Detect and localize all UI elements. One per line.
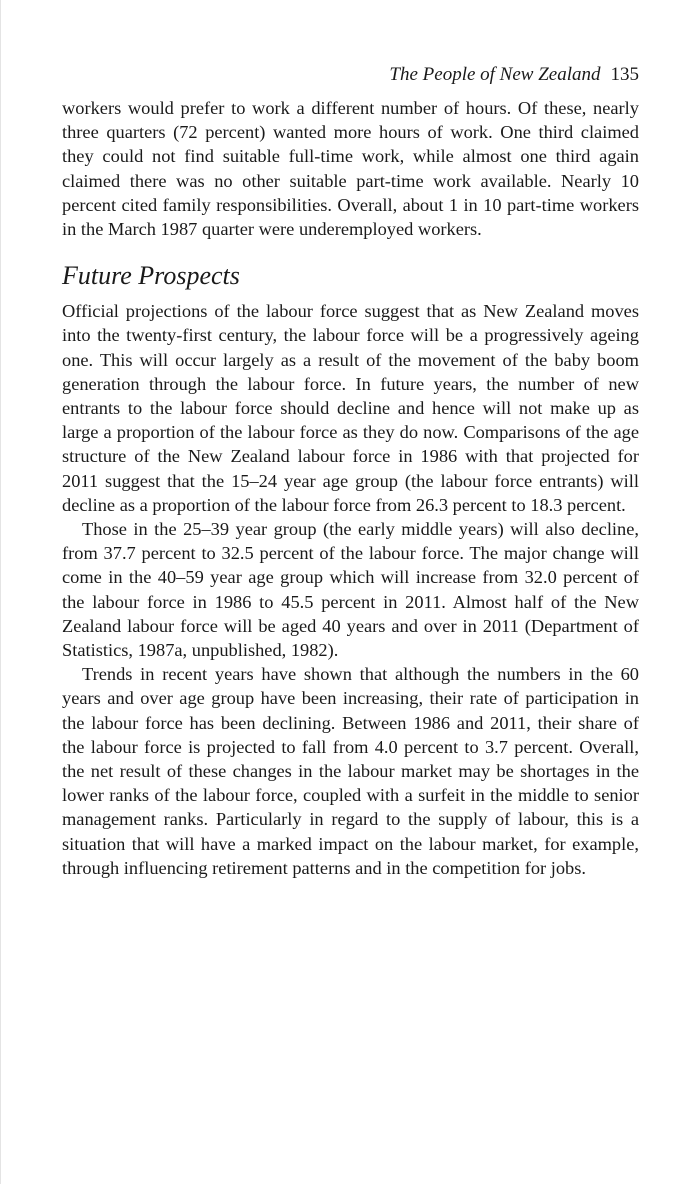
running-title: The People of New Zealand bbox=[389, 64, 601, 85]
paragraph-middle-years: Those in the 25–39 year group (the early middle years) will also decline, from 37.7 percent to 32.5 percent of the labour force. The major change will come in the 40–59 year age group which will increase from 32.0 percent of the labour force in 1986 to 45.5 percent in 2011. Almost half of the New Zealand labour force will be aged 40 years and over in 2011 (Department of Statistics, 1987a, unpublished, 1982). bbox=[62, 519, 639, 661]
paragraph-projections: Official projections of the labour force suggest that as New Zealand moves into the twenty-first century, the labour force will be a progressively ageing one. This will occur largely as a result of the movement of the baby boom generation through the labour force. In future years, the number of new entrants to the labour force should decline and hence will not make up as large a proportion of the labour force as they do now. Comparisons of the age structure of the New Zealand labour force in 1986 with that projected for 2011 suggest that the 15–24 year age group (the labour force entrants) will decline as a proportion of the labour force from 26.3 percent to 18.3 percent. bbox=[62, 301, 639, 515]
paragraph-continued: workers would prefer to work a different number of hours. Of these, nearly three quarters (72 percent) wanted more hours of work. One third claimed they could not find suitable full-time work, while almost one third again claimed there was no other suitable part-time work available. Nearly 10 percent cited family responsibilities. Overall, about 1 in 10 part-time workers in the March 1987 quarter were underemployed workers. bbox=[62, 98, 639, 240]
book-page bbox=[62, 62, 639, 880]
page-number: 135 bbox=[610, 64, 639, 85]
section-heading: Future Prospects bbox=[62, 261, 240, 291]
running-header bbox=[62, 62, 639, 88]
scan-edge-shadow bbox=[0, 0, 1, 1184]
paragraph-older-workers: Trends in recent years have shown that although the numbers in the 60 years and over age group have been increasing, their rate of participation in the labour force has been declining. Between 1986 and 2011, their share of the labour force is projected to fall from 4.0 percent to 3.7 percent. Overall, the net result of these changes in the labour market may be shortages in the lower ranks of the labour force, coupled with a surfeit in the middle to senior management ranks. Particularly in regard to the supply of labour, this is a situation that will have a marked impact on the labour market, for example, through influencing retirement patterns and in the competition for jobs. bbox=[62, 664, 639, 878]
